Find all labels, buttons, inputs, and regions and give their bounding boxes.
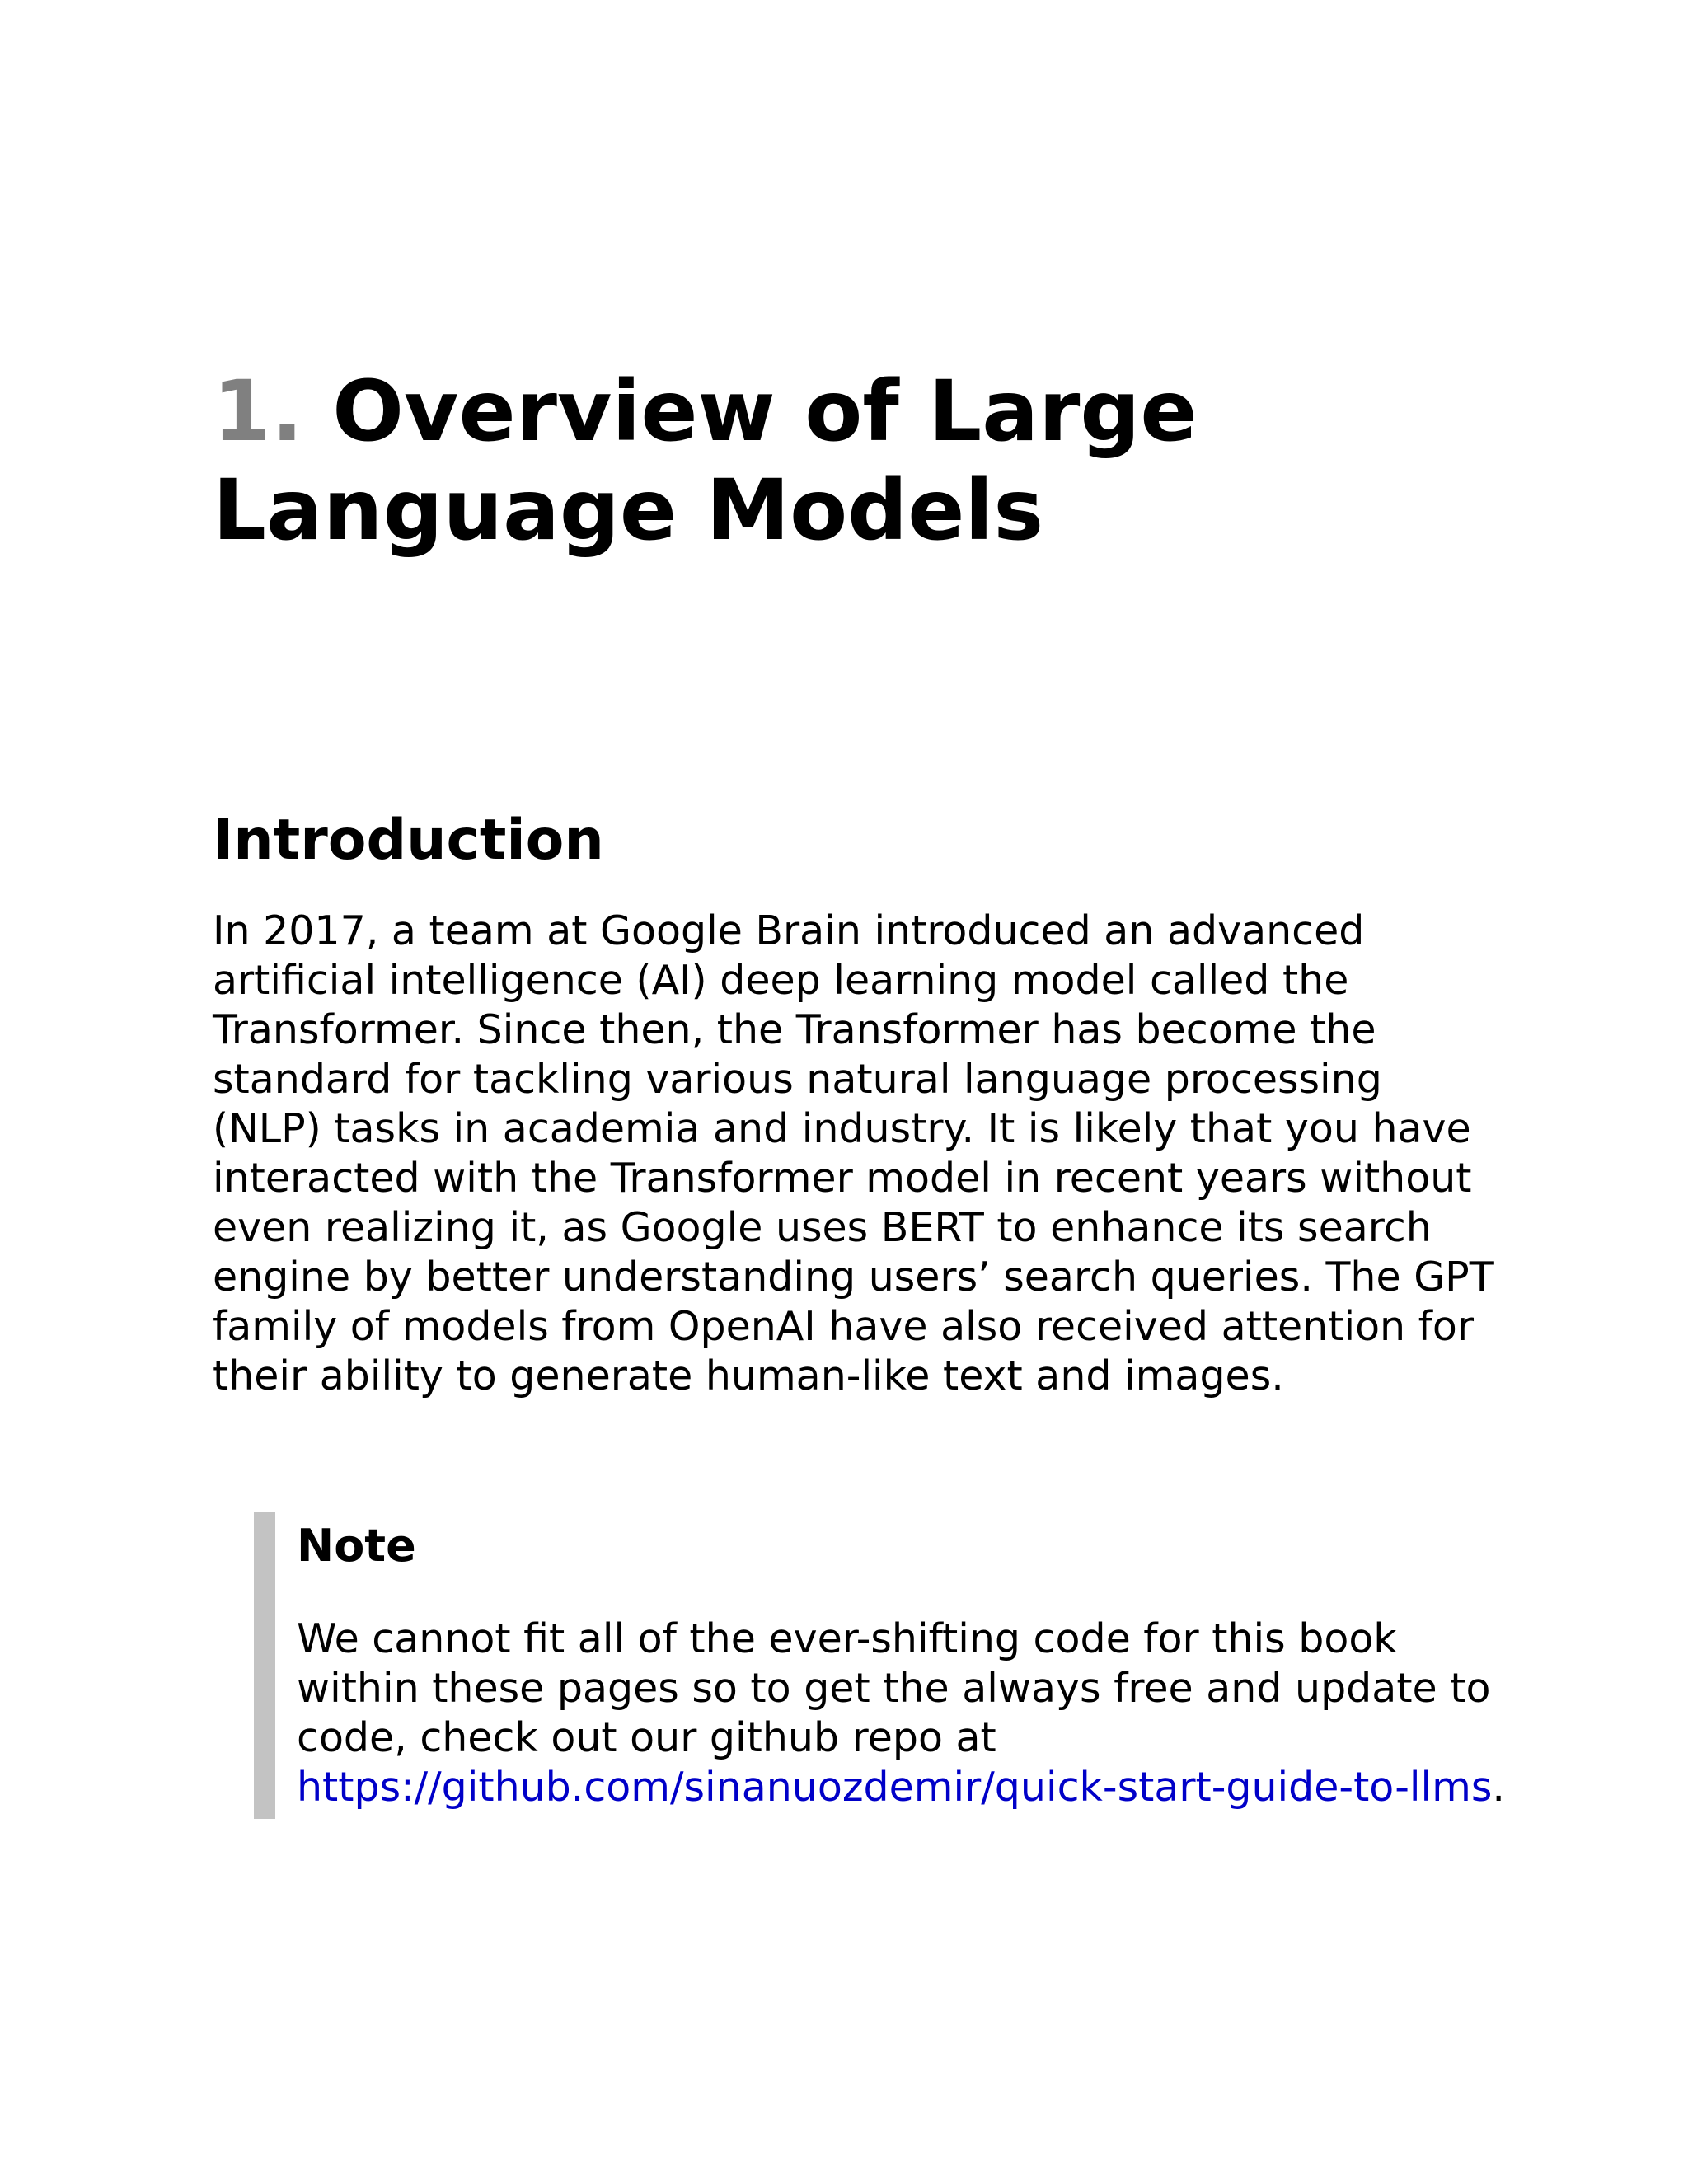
- intro-paragraph: In 2017, a team at Google Brain introduced an advanced artificial intelligence (AI) deep learning model called the Transformer. Since then, the Transformer has become the standard for tackling various natural language processing (NLP) tasks in academia and industry. It is likely that you have interacted with the Transformer model in recent years without even realizing it, as Google uses BERT to enhance its search engine by better understanding users’ search queries. The GPT family of models from OpenAI have also received attention for their ability to generate human-like text and images.: [213, 907, 1494, 1399]
- chapter-title-line2: Language Models: [213, 462, 1044, 560]
- page-content: [213, 363, 1505, 1811]
- github-repo-link[interactable]: https://github.com/sinanuozdemir/quick-start-guide-to-llms: [297, 1764, 1493, 1811]
- note-title: Note: [297, 1520, 416, 1572]
- section-heading: Introduction: [213, 808, 604, 873]
- note-trailing-period: .: [1492, 1764, 1505, 1811]
- note-box: [254, 1512, 1517, 1819]
- chapter-title-line1: Overview of Large: [332, 363, 1198, 461]
- note-body: [297, 1615, 1517, 1812]
- note-text: We cannot fit all of the ever-shifting code for this book within these pages so to get the always free and update to code, check out our github repo at: [297, 1615, 1491, 1761]
- chapter-number: 1.: [213, 363, 303, 461]
- chapter-title: [213, 363, 1498, 560]
